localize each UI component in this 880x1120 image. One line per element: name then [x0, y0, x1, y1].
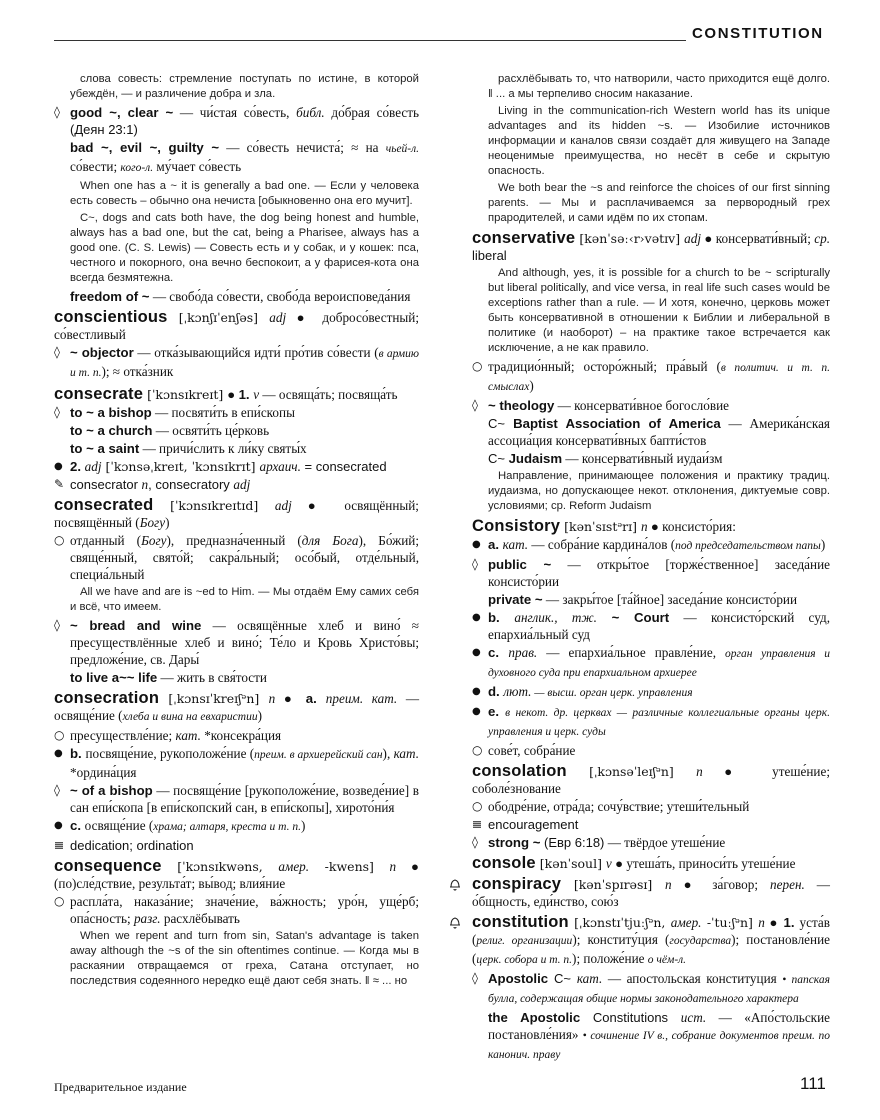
headword: consolation: [472, 762, 567, 780]
entry-line: [472, 536, 830, 555]
translation: — освящённые хлеб и вино́ ≈ пресуществлённые хлеб и вино́; Те́ло и Кровь Христо́вы; предложе́ние, св. Дары́: [70, 618, 419, 667]
translation: пресуществле́ние;: [70, 728, 176, 743]
translation: ● утеше́ние; соболе́знование: [472, 764, 830, 796]
translation: ); положе́ние: [572, 951, 648, 966]
grammar-label: Богу: [141, 533, 167, 548]
phrase: ~ bread and wine: [70, 618, 202, 633]
grammar-label: англик., тж.: [514, 610, 597, 625]
entry-line: [54, 440, 419, 457]
english-text: encouragement: [488, 817, 579, 832]
translation: — посвяти́ть в епи́скопы: [151, 405, 295, 420]
bullet-filled-icon: ●: [472, 647, 481, 658]
grammar-label: амер.: [278, 859, 310, 874]
entry-line: [54, 139, 419, 177]
grammar-label: adj: [274, 498, 292, 513]
usage-example: When we repent and turn from sin, Satan's advantage is taken away although the ~s of the sin oftentimes continue. — Когда мы в раскаянии отвращаемся от греха, Сатана отступает, но последствия содеянного нередко ещё дают себя знать. ‖ ≈ ... но: [70, 930, 419, 987]
english-text: C~: [548, 971, 577, 986]
translation: ), Бо́жий; свяще́нный, свято́й; сакра́льный; осо́бый, отде́льный, специа́льный: [70, 533, 419, 582]
phrase: Apostolic: [488, 971, 549, 986]
translation: — епархиа́льное правле́ние,: [537, 645, 726, 660]
phrase: a.: [488, 537, 503, 552]
english-text: C~: [488, 416, 514, 431]
phrase: b.: [488, 610, 515, 625]
translation: до́брая со́весть: [324, 105, 420, 120]
translation: традицио́нный; осторо́жный; пра́вый (: [488, 359, 721, 374]
dictionary-entry: [472, 763, 830, 797]
entry-line: [54, 422, 419, 439]
translation: ): [257, 708, 262, 723]
phrase: bad ~, evil ~, guilty ~: [70, 140, 220, 155]
translation: расхлёбывать: [160, 911, 240, 926]
translation: — консисто́рский суд, епархиа́льный суд: [488, 610, 830, 642]
phrase: the Apostolic: [488, 1010, 581, 1025]
phrase-diamond-icon: ◊: [472, 835, 478, 849]
grammar-label: v: [253, 387, 260, 402]
phrase: private ~: [488, 592, 543, 607]
translation: — Америка́нская ассоциа́ция консервати́вных бапти́стов: [488, 416, 830, 448]
translation: ●: [764, 915, 784, 930]
phrase: to live a~~ life: [70, 670, 158, 685]
entry-line: [54, 288, 419, 305]
translation: сове́т, собра́ние: [488, 743, 576, 758]
translation: ● консисто́рия:: [647, 519, 736, 534]
grammar-label: разг.: [133, 911, 161, 926]
entry-line: [54, 404, 419, 421]
translation: посвяще́ние, рукоположе́ние (: [85, 746, 255, 761]
headword: console: [472, 854, 536, 872]
phrase-diamond-icon: ◊: [54, 345, 60, 359]
entry-line: [472, 970, 830, 1008]
entry-line: [54, 532, 419, 583]
grammar-label: adj: [233, 477, 251, 492]
grammar-label: лют.: [503, 684, 532, 699]
entry-line: [54, 458, 419, 475]
dictionary-entry: [54, 386, 419, 403]
translation: — отка́зывающийся идти́ про́тив со́вести (: [133, 345, 379, 360]
translation: ),: [382, 746, 394, 761]
translation: ● утеша́ть, приноси́ть утеше́ние: [611, 856, 796, 871]
translation: ); конститу́ция (: [572, 932, 670, 947]
english-text: Constitutions: [580, 1010, 681, 1025]
bullet-filled-icon: ●: [472, 706, 481, 717]
phrase: ~ Court: [596, 610, 670, 625]
grammar-label: v: [605, 856, 612, 871]
phrase: Baptist Association of America: [513, 416, 721, 431]
usage-example: When one has a ~ it is generally a bad one. — Если у человека есть совесть – обычно она нечиста [обыкновенно она его мучит].: [70, 180, 419, 207]
bullet-hollow-icon: ○: [54, 533, 65, 547]
entry-line: [472, 450, 830, 467]
english-text: dedication; ordination: [70, 838, 194, 853]
headword: conscientious: [54, 308, 168, 326]
english-text: , consecratory: [148, 477, 234, 492]
entry-line: [472, 816, 830, 833]
english-text: (Деян 23:1): [70, 122, 138, 137]
phrase: to ~ a church: [70, 423, 153, 438]
gloss: • сочинение IV в., собрание документов преим. по канонич. праву: [488, 1030, 831, 1061]
entry-line: [54, 837, 419, 854]
phrase: public ~: [488, 557, 552, 572]
translation: — апостольская конституция: [602, 971, 783, 986]
gloss: государства: [669, 935, 732, 947]
english-text: consecrator: [70, 477, 142, 492]
gloss: кого-л.: [120, 162, 154, 174]
translation: — консервати́вное богосло́вие: [554, 398, 729, 413]
grammar-label: n: [268, 691, 276, 706]
usage-example: Living in the communication-rich Western world has its unique advantages and its hidden ~s. — Изобилие источников информации и каналов связи создаёт для живущего на Западе неоценимые преимущества, но несёт в себе и скрытую опасность.: [488, 105, 830, 177]
translation: ● освящённый; посвящённый (: [54, 498, 419, 530]
phrase-diamond-icon: ◊: [472, 971, 478, 985]
bullet-filled-icon: ●: [54, 461, 63, 472]
phrase: ~ theology: [488, 398, 555, 413]
header-rule: [54, 40, 686, 41]
pronunciation: -kwens]: [309, 859, 390, 874]
entry-line: [472, 609, 830, 643]
entry-line: [54, 727, 419, 744]
phrase: e.: [488, 704, 506, 719]
grammar-label: n: [758, 915, 765, 930]
grammar-label: прав.: [508, 645, 538, 660]
entry-line: [54, 617, 419, 668]
pronunciation: [ˈkɔnsɪkreɪt]: [143, 387, 228, 402]
phrase: c.: [488, 645, 509, 660]
phrase: 2.: [70, 459, 85, 474]
grammar-label: ист.: [680, 1010, 707, 1025]
translation: — причи́слить к ли́ку святы́х: [139, 441, 307, 456]
dictionary-entry: [54, 497, 419, 531]
usage-example: C~, dogs and cats both have, the dog being honest and humble, always has a bad one, but the cat, being a Pharisee, always has a good one. (C. S. Lewis) — Совесть есть и у собак, и у кошек: пса, честного и покорного, она вечно беспокоит, а у фарисея-кота она всегда безмятежна.: [70, 212, 419, 284]
grammar-label: Богу: [139, 515, 166, 530]
english-text: C~: [488, 451, 509, 466]
grammar-label: кат.: [393, 746, 419, 761]
headword: consecrated: [54, 496, 154, 514]
translation: ● консервати́вный;: [701, 231, 815, 246]
derivative-pencil-icon: ✎: [54, 477, 65, 491]
pronunciation: [kənˈspɪrəsɪ]: [561, 877, 665, 892]
entry-line: [472, 358, 830, 396]
grammar-label: кат.: [175, 728, 201, 743]
translation: распла́та, наказа́ние; значе́ние, ва́жность; уро́н, уще́рб; опа́сность;: [70, 894, 419, 926]
dictionary-entry: [472, 914, 830, 969]
translation: — освяще́ние (: [54, 691, 420, 723]
phrase: freedom of ~: [70, 289, 150, 304]
bullet-hollow-icon: ○: [472, 799, 483, 813]
gloss: преим. в архиерейский сан: [254, 749, 383, 761]
entry-line: [472, 644, 830, 682]
entry-line: [472, 834, 830, 851]
translation: со́вести;: [70, 159, 121, 174]
pronunciation: [ˈkɔnsɪkwəns,: [161, 859, 279, 874]
gloss: в армию и т. п.: [70, 348, 420, 379]
bullet-filled-icon: ●: [472, 612, 481, 623]
entry-line: [54, 817, 419, 836]
translation: освяще́ние (: [84, 818, 154, 833]
phrase-diamond-icon: ◊: [54, 105, 60, 119]
grammar-label: n: [696, 764, 703, 779]
pronunciation: -ˈtuːʃᵊn]: [701, 915, 759, 930]
pronunciation: [ˌkɔnstɪˈtjuːʃᵊn,: [568, 915, 671, 930]
gloss: орган управления и духовного суда при епархиальном архиерее: [488, 648, 830, 679]
entry-line: [54, 893, 419, 927]
translation: му́чает со́весть: [153, 159, 242, 174]
bullet-filled-icon: ●: [472, 539, 481, 550]
translation: ): [529, 378, 534, 393]
phrase: good ~, clear ~: [70, 105, 174, 120]
entry-line: [54, 745, 419, 781]
gloss: чьей-л.: [385, 143, 420, 155]
entry-line: [54, 669, 419, 686]
pronunciation: [ˌkɔnsɪˈkreɪʃᵊn]: [159, 691, 269, 706]
equivalent-square-icon: [473, 821, 481, 828]
translation: — собра́ние кардина́лов (: [528, 537, 676, 552]
translation: уста́в (: [472, 915, 830, 947]
translation: — освяща́ть; посвяща́ть: [259, 387, 398, 402]
bullet-filled-icon: ●: [472, 686, 481, 697]
translation: — консервати́вный иудаи́зм: [562, 451, 723, 466]
translation: ●: [227, 387, 239, 402]
usage-example: All we have and are is ~ed to Him. — Мы отдаём Ему самих себя и всё, что имеем.: [70, 586, 419, 613]
bullet-hollow-icon: ○: [54, 728, 65, 742]
dictionary-entry: [54, 858, 419, 892]
grammar-label: n: [141, 477, 149, 492]
pronunciation: [kənˈsəː‹r›vətɪv]: [575, 231, 685, 246]
phrase-diamond-icon: ◊: [472, 557, 478, 571]
translation: ): [165, 515, 170, 530]
pronunciation: [ˌkɔnsəˈleɪʃᵊn]: [566, 764, 697, 779]
pronunciation: [ˈkɔnsəˌkreɪt, ˈkɔnsɪkrɪt]: [101, 459, 260, 474]
phrase: to ~ a saint: [70, 441, 140, 456]
grammar-label: adj: [269, 310, 287, 325]
entry-line: [472, 742, 830, 759]
dictionary-entry: [472, 876, 830, 910]
english-text: = consecrated: [300, 459, 387, 474]
translation: — чи́стая со́весть,: [173, 105, 297, 120]
bell-icon: [448, 877, 462, 896]
grammar-label: кат.: [576, 971, 603, 986]
translation: отданный (: [70, 533, 142, 548]
gloss: в политич. и т. п. смыслах: [488, 362, 830, 393]
headword: consequence: [54, 857, 162, 875]
bullet-hollow-icon: ○: [472, 359, 483, 373]
gloss: религ. организации: [476, 935, 573, 947]
translation: — посвяще́ние [рукоположе́ние, возведе́ние] в сан епи́скопа [в епи́скопский сан, в епи́скопы], хирото́ни́я: [70, 783, 419, 815]
translation: — освяти́ть це́рковь: [152, 423, 270, 438]
translation: — свобо́да со́вести, свобо́да вероисповеда́ния: [149, 289, 411, 304]
translation: ● добросо́вестный; со́вестливый: [54, 310, 419, 342]
phrase: strong ~: [488, 835, 541, 850]
entry-line: [54, 476, 419, 493]
phrase: d.: [488, 684, 504, 699]
dictionary-entry: [54, 690, 419, 726]
gloss: церк. собора и т. п.: [476, 954, 573, 966]
entry-line: [472, 1009, 830, 1064]
grammar-label: амер.: [670, 915, 702, 930]
phrase: ~ objector: [70, 345, 134, 360]
phrase-diamond-icon: ◊: [54, 783, 60, 797]
grammar-label: перен.: [770, 877, 805, 892]
entry-line: [54, 782, 419, 816]
grammar-label: ср.: [814, 231, 830, 246]
dictionary-entry: [472, 518, 830, 535]
entry-line: [472, 703, 830, 741]
translation: ●: [275, 691, 306, 706]
translation: — «Апо́стольские постановле́ния»: [488, 1010, 830, 1042]
gloss: под председательством папы: [675, 540, 821, 552]
entry-line: [472, 397, 830, 414]
phrase: c.: [70, 818, 85, 833]
phrase: 1.: [783, 915, 800, 930]
grammar-label: n: [389, 859, 397, 874]
entry-line: [472, 556, 830, 590]
edition-note: Предварительное издание: [54, 1080, 187, 1094]
usage-example: расхлёбывать то, что натворили, часто приходится ещё долго. ‖ ... а мы терпеливо сносим наказание.: [488, 73, 830, 100]
english-text: (Евр 6:18): [540, 835, 605, 850]
right-column: [472, 70, 830, 1065]
translation: — откры́тое [торже́ственное] заседа́ние консисто́рии: [488, 557, 830, 589]
translation: ), предназна́ченный (: [166, 533, 302, 548]
phrase-diamond-icon: ◊: [54, 618, 60, 632]
gloss: хлеба и вина на евхаристии: [122, 711, 258, 723]
grammar-label: n: [641, 519, 648, 534]
headword: consecration: [54, 689, 160, 707]
running-head: CONSTITUTION: [692, 25, 824, 42]
entry-line: [472, 591, 830, 608]
grammar-label: для Бога: [301, 533, 359, 548]
dictionary-entry: [472, 855, 830, 872]
page-number: 111: [800, 1074, 826, 1093]
bullet-hollow-icon: ○: [54, 894, 65, 908]
grammar-label: библ.: [296, 105, 325, 120]
phrase: ~ of a bishop: [70, 783, 153, 798]
translation: ободре́ние, отра́да; сочу́вствие; утеши́тельный: [488, 799, 750, 814]
gloss: — высш. орган церк. управления: [531, 687, 693, 699]
translation: — жить в свя́тости: [157, 670, 267, 685]
phrase: to ~ a bishop: [70, 405, 152, 420]
grammar-label: adj: [684, 231, 701, 246]
phrase: b.: [70, 746, 86, 761]
phrase: a.: [305, 691, 326, 706]
pronunciation: [ˌkɔnʃɪˈenʃəs]: [167, 310, 270, 325]
grammar-label: adj: [84, 459, 102, 474]
translation: ● за́говор;: [671, 877, 771, 892]
phrase: Judaism: [508, 451, 563, 466]
entry-line: [54, 344, 419, 382]
translation: — со́весть нечиста́; ≈ на: [219, 140, 386, 155]
bullet-filled-icon: ●: [54, 820, 63, 831]
equivalent-square-icon: [55, 842, 63, 849]
translation: *ордина́ция: [70, 765, 137, 780]
phrase-diamond-icon: ◊: [472, 398, 478, 412]
translation: ); постановле́ние (: [472, 932, 830, 966]
grammar-label: n: [664, 877, 672, 892]
bullet-filled-icon: ●: [54, 748, 63, 759]
pronunciation: [ˈkɔnsɪkreɪtɪd]: [153, 498, 275, 513]
translation: ): [301, 818, 306, 833]
phrase: 1.: [238, 387, 254, 402]
grammar-label: кат.: [502, 537, 529, 552]
english-text: liberal: [472, 248, 507, 263]
translation: ● (по)сле́дствие, результа́т; вы́вод; влия́ние: [54, 859, 419, 891]
translation: ): [820, 537, 826, 552]
entry-line: [472, 683, 830, 702]
translation: ); ≈ отка́зник: [101, 364, 174, 379]
pronunciation: [kənˈsoul]: [535, 856, 606, 871]
usage-example: Направление, принимающее положения и практику традиц. иудаизма, но допускающее некот. отклонения, диктуемые совр. условиями; ср. Reform Judaism: [488, 470, 830, 512]
headword: constitution: [472, 913, 569, 931]
entry-line: [472, 798, 830, 815]
phrase-diamond-icon: ◊: [54, 405, 60, 419]
translation: — о́бщность, еди́нство, сою́з: [472, 877, 830, 909]
headword: conspiracy: [472, 875, 562, 893]
grammar-label: преим. кат.: [325, 691, 398, 706]
headword: conservative: [472, 229, 576, 247]
bullet-hollow-icon: ○: [472, 743, 483, 757]
usage-example: слова совесть: стремление поступать по истине, в которой убеждён, — и различение добра и зла.: [70, 73, 419, 100]
usage-example: And although, yes, it is possible for a church to be ~ scripturally but liberal politically, and vice versa, in real life such cases would be exceptions rather than a rule. — И хотя, конечно, церковь может быть консервативной в отношении к Библии и либеральной в политике (и наоборот) – на практике такое встречается как исключение, а не как правило.: [488, 267, 830, 354]
gloss: в некот. др. церквах — различные коллегиальные органы церк. управления и церк. суды: [488, 707, 830, 738]
headword: consecrate: [54, 385, 144, 403]
translation: *консекра́ция: [200, 728, 282, 743]
gloss: храма; алтаря, креста и т. п.: [153, 821, 301, 833]
dictionary-entry: [54, 309, 419, 343]
translation: — закры́тое [та́йное] заседа́ние консисто́рии: [542, 592, 798, 607]
headword: Consistory: [472, 517, 561, 535]
entry-line: [472, 415, 830, 449]
left-column: [54, 70, 419, 991]
entry-line: [54, 104, 419, 138]
dictionary-entry: [472, 230, 830, 264]
pronunciation: [kənˈsɪstᵊrɪ]: [560, 519, 642, 534]
bell-icon: [448, 915, 462, 934]
gloss: • папская булла, содержащая общие нормы законодательного характера: [488, 974, 830, 1005]
translation: — твёрдое утеше́ние: [604, 835, 726, 850]
usage-example: We both bear the ~s and reinforce the choices of our first sinning parents. — Мы и расплачиваемся за первородный грех прародителей, и сами идём по их стопам.: [488, 182, 830, 224]
gloss: о чём-л.: [647, 954, 687, 966]
grammar-label: архаич.: [259, 459, 301, 474]
